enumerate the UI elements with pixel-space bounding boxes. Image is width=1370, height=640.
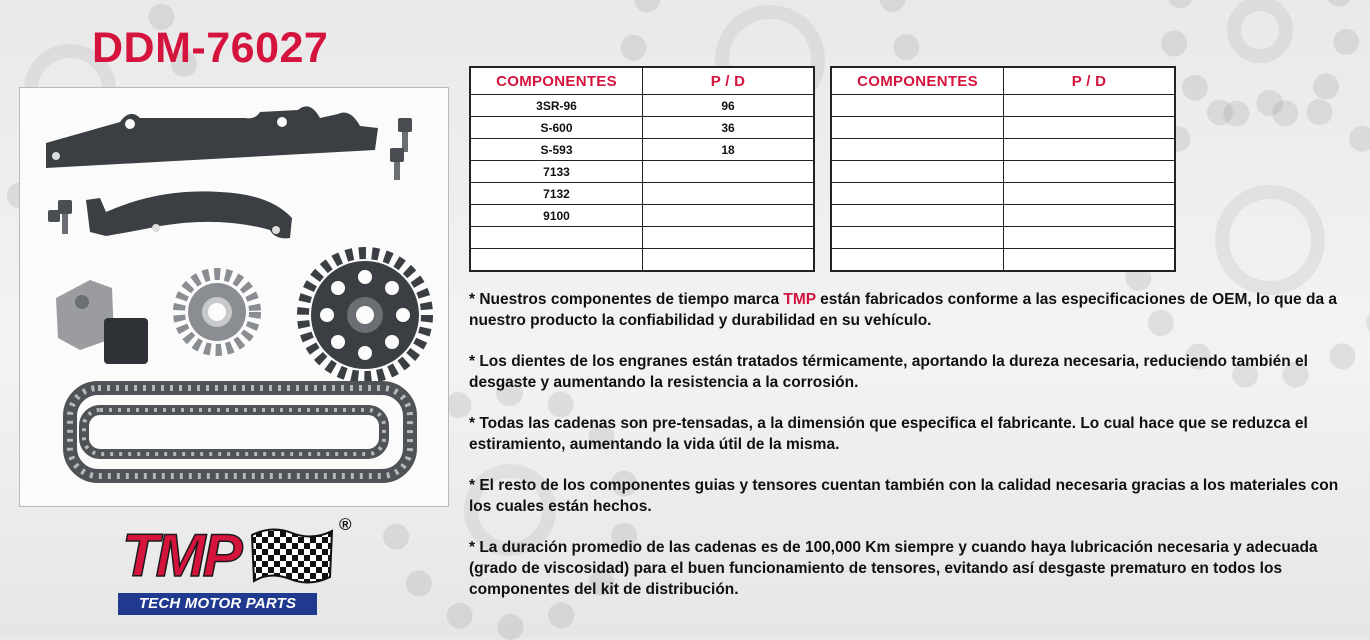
component-cell: [831, 183, 1004, 205]
table-row: [470, 139, 814, 161]
component-cell: [831, 95, 1004, 117]
table-row: [831, 161, 1175, 183]
logo-letters: TMP: [122, 522, 240, 589]
note-paragraph: * La duración promedio de las cadenas es de 100,000 Km siempre y cuando haya lubricación necesaria y adecuada (grado de viscosidad) para el buen funcionamiento de tensores, evitando así desgaste prematuro en todos los componentes del kit de distribución.: [469, 539, 1318, 598]
pd-cell: [643, 183, 815, 205]
table-row: [470, 183, 814, 205]
pd-cell: 18: [643, 139, 815, 161]
note-paragraph: * El resto de los componentes guias y tensores cuentan también con la calidad necesaria gracias a los materiales con los cuales están hechos.: [469, 477, 1339, 515]
table-row: [831, 117, 1175, 139]
page-title: DDM-76027: [92, 24, 329, 72]
component-cell: [831, 249, 1004, 272]
components-table-left: [469, 66, 815, 272]
component-cell: 9100: [470, 205, 643, 227]
table-row: [470, 227, 814, 249]
tmp-logo: [118, 515, 358, 615]
tensioner-icon: [56, 280, 148, 364]
pd-cell: [1004, 161, 1175, 183]
component-cell: [831, 227, 1004, 249]
pd-cell: [1004, 117, 1175, 139]
product-illustration: [20, 88, 448, 506]
component-cell: [831, 117, 1004, 139]
component-cell: S-593: [470, 139, 643, 161]
bolt-icon: [390, 118, 412, 180]
brand-name: TMP: [783, 291, 816, 308]
table-row: [470, 205, 814, 227]
pd-cell: [643, 161, 815, 183]
column-header-componentes: COMPONENTES: [831, 67, 1004, 95]
pd-cell: 36: [643, 117, 815, 139]
registered-mark: ®: [339, 515, 352, 534]
pd-cell: [1004, 95, 1175, 117]
component-cell: 7133: [470, 161, 643, 183]
table-row: [831, 183, 1175, 205]
component-cell: [470, 249, 643, 272]
pd-cell: [1004, 227, 1175, 249]
components-table-right: [830, 66, 1176, 272]
table-row: [831, 139, 1175, 161]
note-text: están fabricados conforme a las especificaciones de OEM, lo que da a nuestro producto la confiabilidad y durabilidad en su vehículo.: [469, 291, 1337, 329]
component-cell: 3SR-96: [470, 95, 643, 117]
table-row: [831, 249, 1175, 272]
bolt-icon: [48, 200, 72, 234]
note-text: * Nuestros componentes de tiempo marca: [469, 291, 784, 308]
pd-cell: [1004, 249, 1175, 272]
timing-chain-guide-icon: [46, 106, 378, 168]
pd-cell: [643, 227, 815, 249]
component-cell: [470, 227, 643, 249]
note-paragraph: [469, 289, 1364, 331]
pd-cell: [1004, 183, 1175, 205]
pd-cell: [643, 249, 815, 272]
product-notes: [469, 289, 1364, 620]
column-header-pd: P / D: [643, 67, 815, 95]
pd-cell: [643, 205, 815, 227]
checkered-flag-icon: [250, 525, 334, 587]
product-photo: [19, 87, 449, 507]
component-cell: [831, 205, 1004, 227]
pd-cell: [1004, 205, 1175, 227]
crank-sprocket-icon: [179, 274, 255, 350]
column-header-pd: P / D: [1004, 67, 1175, 95]
timing-chain-icon: [70, 388, 410, 476]
table-row: [831, 227, 1175, 249]
note-paragraph: * Todas las cadenas son pre-tensadas, a la dimensión que especifica el fabricante. Lo cual hace que se reduzca el estiramiento, aumentando la vida útil de la misma.: [469, 415, 1308, 453]
note-paragraph: * Los dientes de los engranes están tratados térmicamente, aportando la dureza necesaria, reduciendo también el desgaste y aumentando la resistencia a la corrosión.: [469, 353, 1308, 391]
pd-cell: [1004, 139, 1175, 161]
table-row: [470, 161, 814, 183]
table-row: [470, 117, 814, 139]
timing-chain-guide-icon: [86, 191, 292, 238]
component-cell: S-600: [470, 117, 643, 139]
table-row: [831, 95, 1175, 117]
component-cell: 7132: [470, 183, 643, 205]
column-header-componentes: COMPONENTES: [470, 67, 643, 95]
cam-sprocket-icon: [303, 253, 427, 377]
table-row: [470, 249, 814, 272]
table-row: [470, 95, 814, 117]
component-cell: [831, 161, 1004, 183]
component-cell: [831, 139, 1004, 161]
pd-cell: 96: [643, 95, 815, 117]
logo-tagline: TECH MOTOR PARTS: [118, 593, 317, 615]
table-row: [831, 205, 1175, 227]
